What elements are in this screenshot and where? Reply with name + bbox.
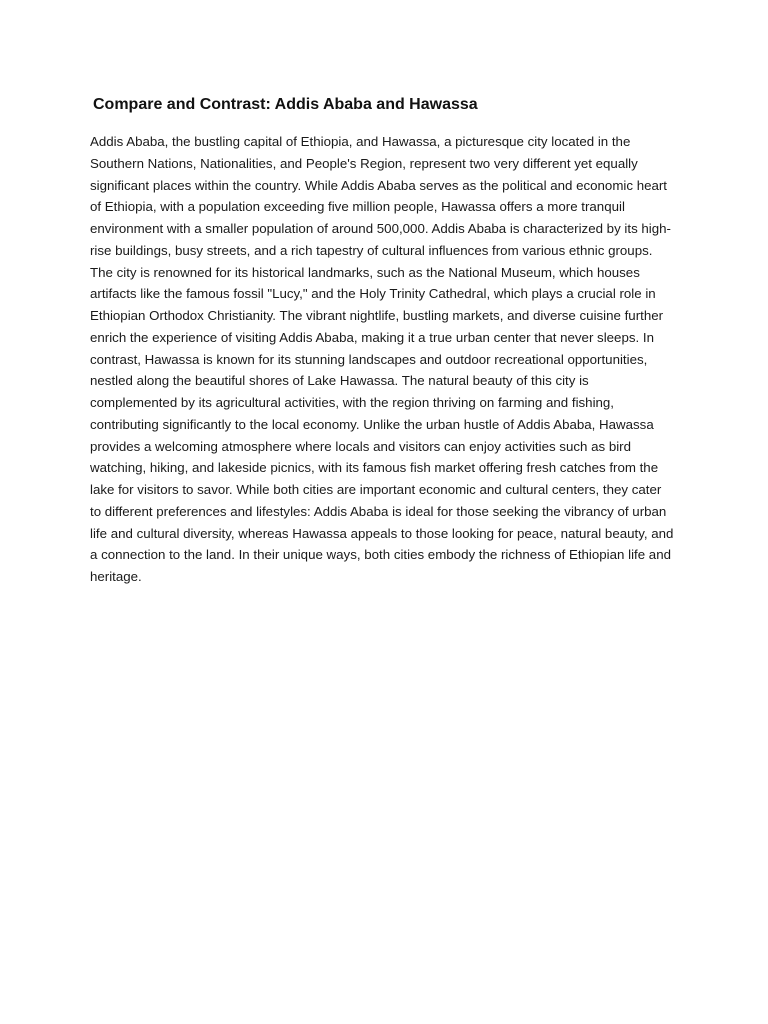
document-body-paragraph: Addis Ababa, the bustling capital of Ethiopia, and Hawassa, a picturesque city located in the Southern Nations, Nationalities, and People's Region, represent two very different yet equally significant places within the country. While Addis Ababa serves as the political and economic heart of Ethiopia, with a population exceeding five million people, Hawassa offers a more tranquil environment with a smaller population of around 500,000. Addis Ababa is characterized by its high-rise buildings, busy streets, and a rich tapestry of cultural influences from various ethnic groups. The city is renowned for its historical landmarks, such as the National Museum, which houses artifacts like the famous fossil "Lucy," and the Holy Trinity Cathedral, which plays a crucial role in Ethiopian Orthodox Christianity. The vibrant nightlife, bustling markets, and diverse cuisine further enrich the experience of visiting Addis Ababa, making it a true urban center that never sleeps. In contrast, Hawassa is known for its stunning landscapes and outdoor recreational opportunities, nestled along the beautiful shores of Lake Hawassa. The natural beauty of this city is complemented by its agricultural activities, with the region thriving on farming and fishing, contributing significantly to the local economy. Unlike the urban hustle of Addis Ababa, Hawassa provides a welcoming atmosphere where locals and visitors can enjoy activities such as bird watching, hiking, and lakeside picnics, with its famous fish market offering fresh catches from the lake for visitors to savor. While both cities are important economic and cultural centers, they cater to different preferences and lifestyles: Addis Ababa is ideal for those seeking the vibrancy of urban life and cultural diversity, whereas Hawassa appeals to those looking for peace, natural beauty, and a connection to the land. In their unique ways, both cities embody the richness of Ethiopian life and heritage. — [90, 134, 674, 584]
document-title: Compare and Contrast: Addis Ababa and Hawassa — [93, 96, 478, 113]
